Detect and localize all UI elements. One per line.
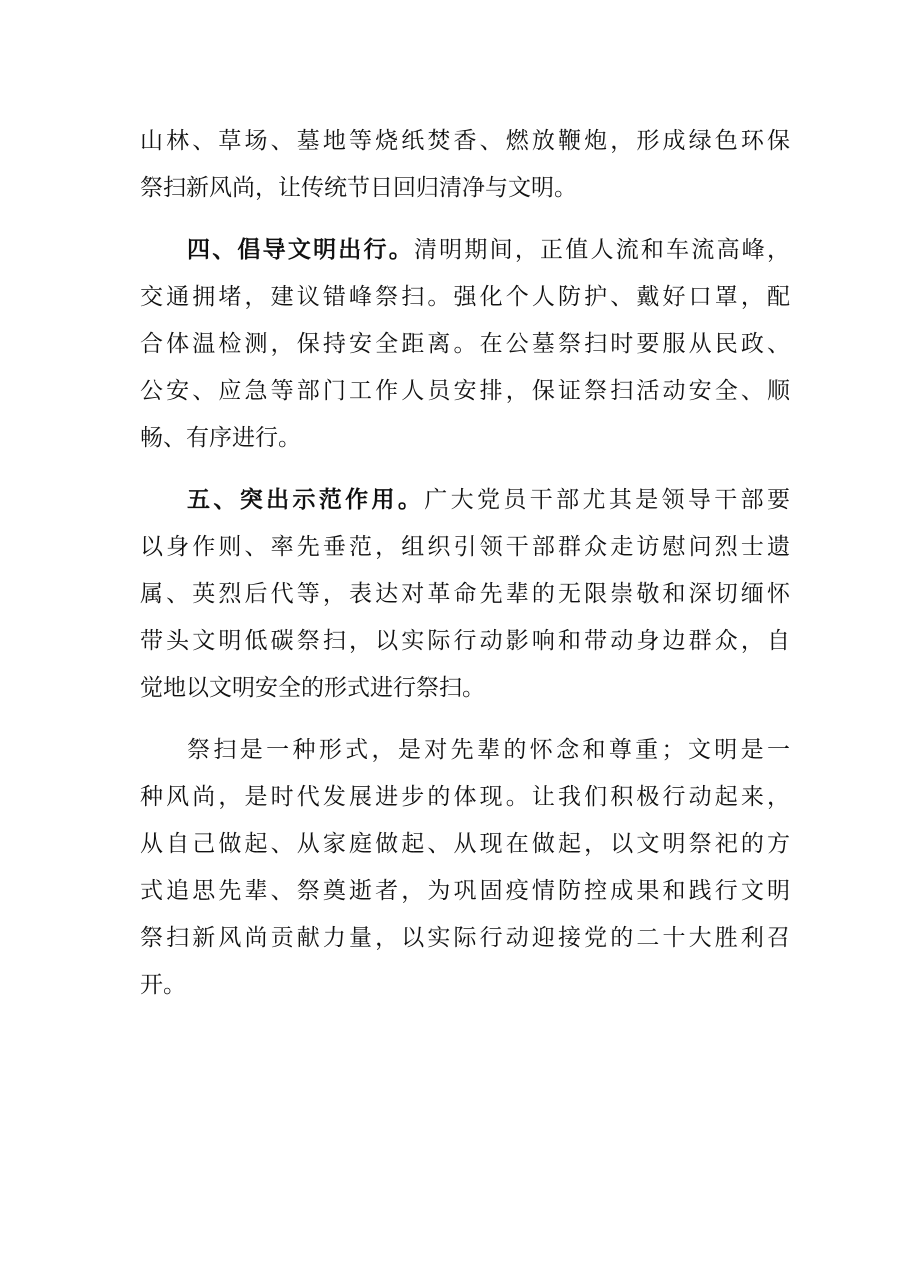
- section-heading: 五、突出示范作用。: [187, 486, 425, 513]
- paragraph-line: 交通拥堵，建议错峰祭扫。强化个人防护、戴好口罩，配: [140, 284, 790, 310]
- paragraph-line: 畅、有序进行。: [140, 425, 301, 451]
- paragraph-text: 广大党员干部尤其是领导干部要: [424, 487, 791, 513]
- paragraph-line: 式追思先辈、祭奠逝者，为巩固疫情防控成果和践行文明: [140, 878, 790, 904]
- paragraph-first-line: 祭扫是一种形式，是对先辈的怀念和尊重；文明是一: [187, 737, 790, 763]
- paragraph-text: 清明期间，正值人流和车流高峰，: [413, 237, 791, 263]
- paragraph-line: 祭扫新风尚，让传统节日回归清净与文明。: [140, 175, 577, 201]
- paragraph-line: 属、英烈后代等，表达对革命先辈的无限崇敬和深切缅怀: [140, 581, 790, 607]
- paragraph-line: 开。: [140, 972, 186, 998]
- paragraph-first-line: [187, 228, 790, 272]
- paragraph-line: 以身作则、率先垂范，组织引领干部群众走访慰问烈士遗: [140, 534, 790, 560]
- paragraph-line: 祭扫新风尚贡献力量，以实际行动迎接党的二十大胜利召: [140, 925, 790, 951]
- paragraph-line: 种风尚，是时代发展进步的体现。让我们积极行动起来，: [140, 784, 790, 810]
- paragraph-line: 山林、草场、墓地等烧纸焚香、燃放鞭炮，形成绿色环保: [140, 128, 790, 154]
- paragraph-first-line: [187, 478, 790, 522]
- paragraph-line: 带头文明低碳祭扫，以实际行动影响和带动身边群众，自: [140, 628, 790, 654]
- paragraph-line: 公安、应急等部门工作人员安排，保证祭扫活动安全、顺: [140, 378, 790, 404]
- paragraph-line: 合体温检测，保持安全距离。在公墓祭扫时要服从民政、: [140, 331, 790, 357]
- section-heading: 四、倡导文明出行。: [187, 236, 414, 263]
- paragraph-line: 从自己做起、从家庭做起、从现在做起，以文明祭祀的方: [140, 831, 790, 857]
- paragraph-line: 觉地以文明安全的形式进行祭扫。: [140, 675, 485, 701]
